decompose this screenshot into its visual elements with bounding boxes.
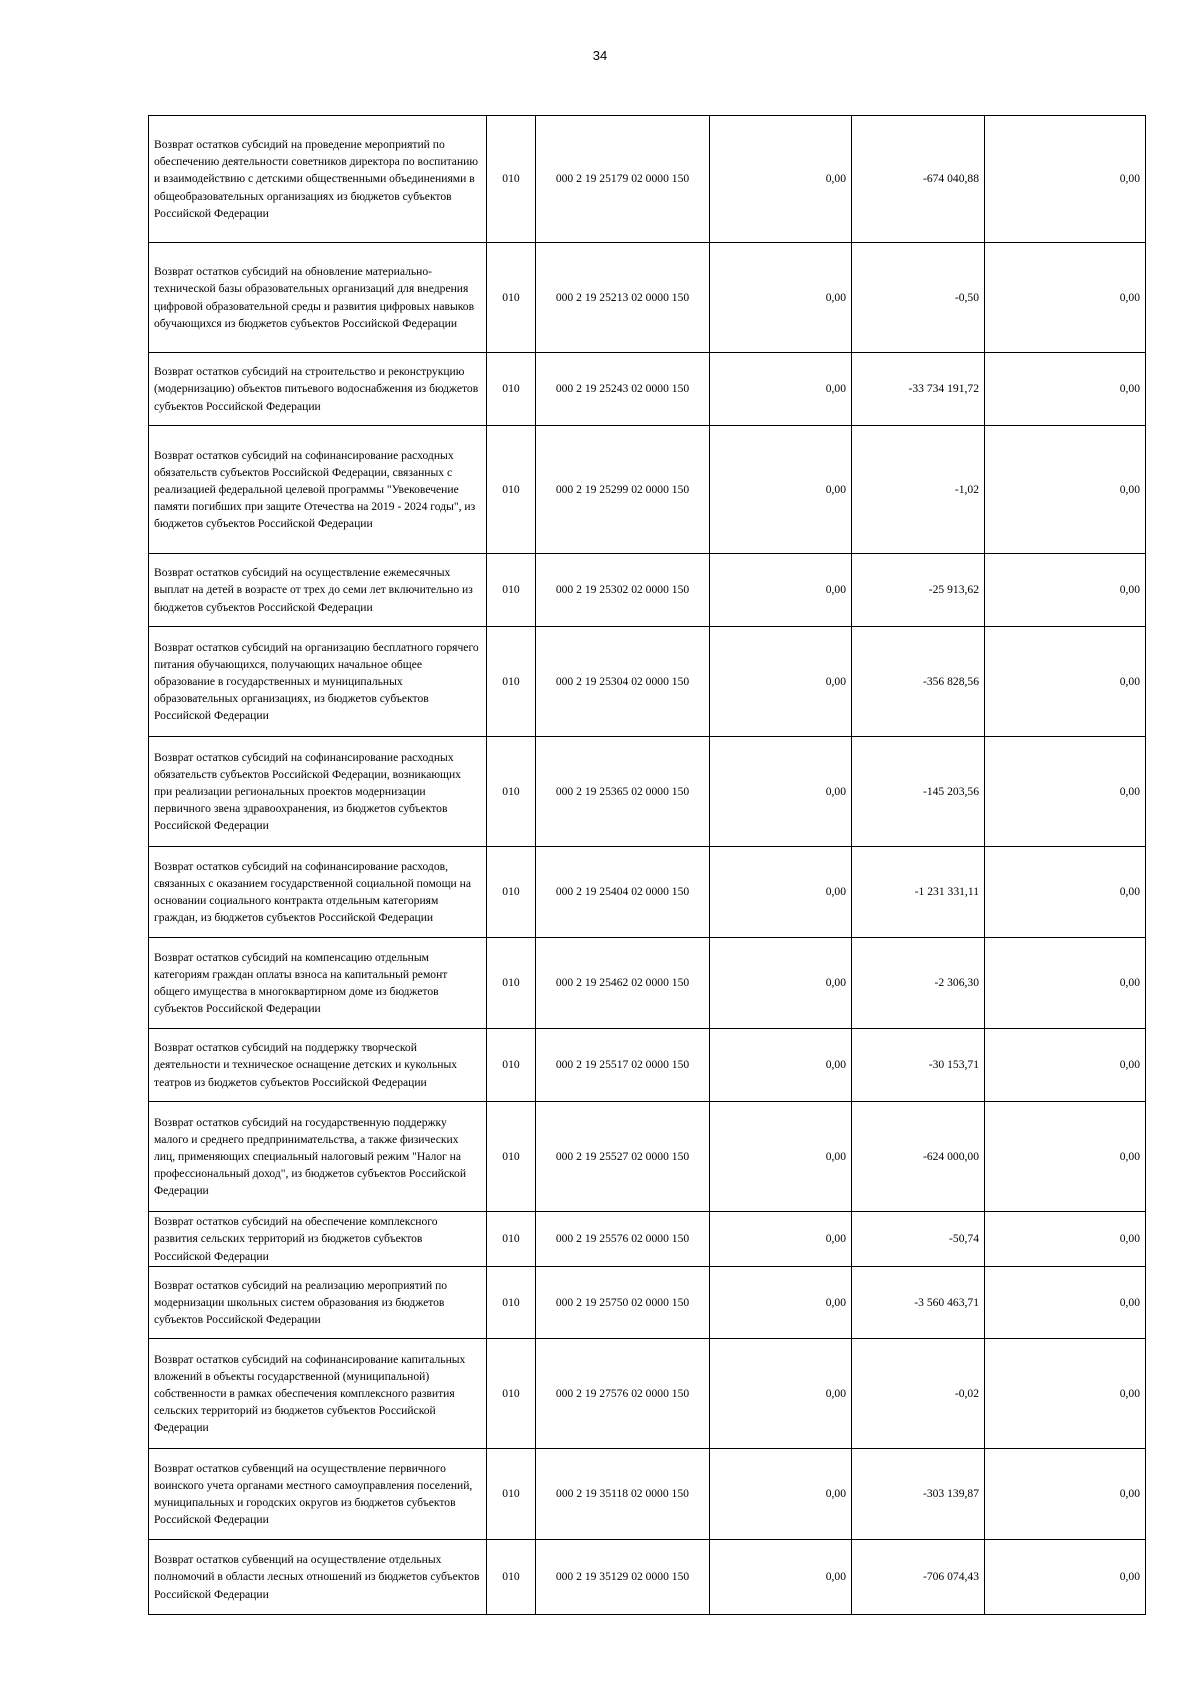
row-value-2-cell: -3 560 463,71	[852, 1267, 985, 1339]
table-row	[149, 1449, 1146, 1540]
row-value-3-cell: 0,00	[985, 1267, 1146, 1339]
row-value-1-cell: 0,00	[710, 627, 852, 737]
row-kbk-cell: 000 2 19 25517 02 0000 150	[536, 1029, 710, 1102]
row-kbk-cell: 000 2 19 25179 02 0000 150	[536, 116, 710, 243]
row-admin-code-cell: 010	[487, 243, 536, 353]
row-value-3-cell: 0,00	[985, 938, 1146, 1029]
row-value-3-cell: 0,00	[985, 737, 1146, 847]
row-value-2-cell: -0,50	[852, 243, 985, 353]
table-row	[149, 554, 1146, 627]
row-value-2-cell: -30 153,71	[852, 1029, 985, 1102]
row-value-3-cell: 0,00	[985, 243, 1146, 353]
row-kbk-cell: 000 2 19 25243 02 0000 150	[536, 353, 710, 426]
row-value-1-cell: 0,00	[710, 737, 852, 847]
row-kbk-cell: 000 2 19 25527 02 0000 150	[536, 1102, 710, 1212]
row-value-1-cell: 0,00	[710, 426, 852, 554]
row-kbk-cell: 000 2 19 27576 02 0000 150	[536, 1339, 710, 1449]
row-value-2-cell: -674 040,88	[852, 116, 985, 243]
row-value-1-cell: 0,00	[710, 1029, 852, 1102]
row-value-3-cell: 0,00	[985, 1212, 1146, 1267]
row-admin-code-cell: 010	[487, 938, 536, 1029]
row-name-cell: Возврат остатков субвенций на осуществление отдельных полномочий в области лесных отношений из бюджетов субъектов Российской Федерации	[149, 1540, 487, 1615]
row-value-3-cell: 0,00	[985, 353, 1146, 426]
row-admin-code-cell: 010	[487, 1540, 536, 1615]
row-value-2-cell: -303 139,87	[852, 1449, 985, 1540]
row-admin-code-cell: 010	[487, 1449, 536, 1540]
row-value-2-cell: -145 203,56	[852, 737, 985, 847]
row-value-1-cell: 0,00	[710, 1267, 852, 1339]
row-name-cell: Возврат остатков субсидий на строительство и реконструкцию (модернизацию) объектов питьевого водоснабжения из бюджетов субъектов Российской Федерации	[149, 353, 487, 426]
row-admin-code-cell: 010	[487, 426, 536, 554]
row-name-cell: Возврат остатков субсидий на реализацию мероприятий по модернизации школьных систем образования из бюджетов субъектов Российской Федерации	[149, 1267, 487, 1339]
row-admin-code-cell: 010	[487, 1029, 536, 1102]
row-value-2-cell: -25 913,62	[852, 554, 985, 627]
row-value-3-cell: 0,00	[985, 1102, 1146, 1212]
table-row	[149, 938, 1146, 1029]
row-kbk-cell: 000 2 19 35129 02 0000 150	[536, 1540, 710, 1615]
row-kbk-cell: 000 2 19 25302 02 0000 150	[536, 554, 710, 627]
row-name-cell: Возврат остатков субсидий на государственную поддержку малого и среднего предпринимательства, а также физических лиц, применяющих специальный налоговый режим "Налог на профессиональный доход", из бюджетов субъектов Российской Федерации	[149, 1102, 487, 1212]
row-admin-code-cell: 010	[487, 1339, 536, 1449]
row-value-1-cell: 0,00	[710, 847, 852, 938]
row-name-cell: Возврат остатков субвенций на осуществление первичного воинского учета органами местного самоуправления поселений, муниципальных и городских округов из бюджетов субъектов Российской Федерации	[149, 1449, 487, 1540]
page-number: 34	[592, 48, 608, 63]
table-row	[149, 1540, 1146, 1615]
row-kbk-cell: 000 2 19 25576 02 0000 150	[536, 1212, 710, 1267]
table-row	[149, 1267, 1146, 1339]
row-value-1-cell: 0,00	[710, 1540, 852, 1615]
row-value-1-cell: 0,00	[710, 1449, 852, 1540]
row-name-cell: Возврат остатков субсидий на организацию бесплатного горячего питания обучающихся, получающих начальное общее образование в государственных и муниципальных образовательных организациях, из бюджетов субъектов Российской Федерации	[149, 627, 487, 737]
row-name-cell: Возврат остатков субсидий на поддержку творческой деятельности и техническое оснащение детских и кукольных театров из бюджетов субъектов Российской Федерации	[149, 1029, 487, 1102]
row-value-3-cell: 0,00	[985, 116, 1146, 243]
row-kbk-cell: 000 2 19 25299 02 0000 150	[536, 426, 710, 554]
row-value-3-cell: 0,00	[985, 554, 1146, 627]
row-name-cell: Возврат остатков субсидий на обеспечение комплексного развития сельских территорий из бюджетов субъектов Российской Федерации	[149, 1212, 487, 1267]
row-value-3-cell: 0,00	[985, 627, 1146, 737]
table-row	[149, 1339, 1146, 1449]
row-value-2-cell: -1 231 331,11	[852, 847, 985, 938]
row-value-1-cell: 0,00	[710, 938, 852, 1029]
table-row	[149, 426, 1146, 554]
row-value-2-cell: -2 306,30	[852, 938, 985, 1029]
row-value-1-cell: 0,00	[710, 116, 852, 243]
row-admin-code-cell: 010	[487, 554, 536, 627]
row-kbk-cell: 000 2 19 25304 02 0000 150	[536, 627, 710, 737]
table-row	[149, 847, 1146, 938]
row-value-3-cell: 0,00	[985, 1029, 1146, 1102]
table-row	[149, 243, 1146, 353]
row-value-3-cell: 0,00	[985, 426, 1146, 554]
row-value-1-cell: 0,00	[710, 554, 852, 627]
row-admin-code-cell: 010	[487, 847, 536, 938]
row-admin-code-cell: 010	[487, 1267, 536, 1339]
row-kbk-cell: 000 2 19 35118 02 0000 150	[536, 1449, 710, 1540]
row-value-3-cell: 0,00	[985, 1449, 1146, 1540]
row-value-2-cell: -33 734 191,72	[852, 353, 985, 426]
row-name-cell: Возврат остатков субсидий на софинансирование капитальных вложений в объекты государственной (муниципальной) собственности в рамках обеспечения комплексного развития сельских территорий из бюджетов субъектов Российской Федерации	[149, 1339, 487, 1449]
row-value-2-cell: -706 074,43	[852, 1540, 985, 1615]
row-value-2-cell: -624 000,00	[852, 1102, 985, 1212]
row-value-1-cell: 0,00	[710, 1102, 852, 1212]
row-value-3-cell: 0,00	[985, 1339, 1146, 1449]
row-admin-code-cell: 010	[487, 1212, 536, 1267]
row-value-1-cell: 0,00	[710, 353, 852, 426]
row-name-cell: Возврат остатков субсидий на компенсацию отдельным категориям граждан оплаты взноса на капитальный ремонт общего имущества в многоквартирном доме из бюджетов субъектов Российской Федерации	[149, 938, 487, 1029]
row-kbk-cell: 000 2 19 25365 02 0000 150	[536, 737, 710, 847]
table-row	[149, 737, 1146, 847]
row-value-2-cell: -1,02	[852, 426, 985, 554]
row-value-1-cell: 0,00	[710, 1339, 852, 1449]
row-name-cell: Возврат остатков субсидий на софинансирование расходных обязательств субъектов Российской Федерации, возникающих при реализации региональных проектов модернизации первичного звена здравоохранения, из бюджетов субъектов Российской Федерации	[149, 737, 487, 847]
row-admin-code-cell: 010	[487, 1102, 536, 1212]
row-name-cell: Возврат остатков субсидий на проведение мероприятий по обеспечению деятельности советников директора по воспитанию и взаимодействию с детскими общественными объединениями в общеобразовательных организациях из бюджетов субъектов Российской Федерации	[149, 116, 487, 243]
row-kbk-cell: 000 2 19 25462 02 0000 150	[536, 938, 710, 1029]
row-value-1-cell: 0,00	[710, 1212, 852, 1267]
row-name-cell: Возврат остатков субсидий на софинансирование расходов, связанных с оказанием государственной социальной помощи на основании социального контракта отдельным категориям граждан, из бюджетов субъектов Российской Федерации	[149, 847, 487, 938]
table-row	[149, 353, 1146, 426]
row-value-2-cell: -0,02	[852, 1339, 985, 1449]
row-admin-code-cell: 010	[487, 627, 536, 737]
row-name-cell: Возврат остатков субсидий на осуществление ежемесячных выплат на детей в возрасте от трех до семи лет включительно из бюджетов субъектов Российской Федерации	[149, 554, 487, 627]
table-row	[149, 627, 1146, 737]
row-admin-code-cell: 010	[487, 116, 536, 243]
table-row	[149, 1029, 1146, 1102]
row-value-3-cell: 0,00	[985, 847, 1146, 938]
row-admin-code-cell: 010	[487, 353, 536, 426]
budget-table	[148, 115, 1146, 1615]
row-name-cell: Возврат остатков субсидий на софинансирование расходных обязательств субъектов Российской Федерации, связанных с реализацией федеральной целевой программы "Увековечение памяти погибших при защите Отечества на 2019 - 2024 годы", из бюджетов субъектов Российской Федерации	[149, 426, 487, 554]
row-value-1-cell: 0,00	[710, 243, 852, 353]
row-name-cell: Возврат остатков субсидий на обновление материально-технической базы образовательных организаций для внедрения цифровой образовательной среды и развития цифровых навыков обучающихся из бюджетов субъектов Российской Федерации	[149, 243, 487, 353]
row-kbk-cell: 000 2 19 25213 02 0000 150	[536, 243, 710, 353]
row-kbk-cell: 000 2 19 25750 02 0000 150	[536, 1267, 710, 1339]
row-value-3-cell: 0,00	[985, 1540, 1146, 1615]
row-kbk-cell: 000 2 19 25404 02 0000 150	[536, 847, 710, 938]
row-admin-code-cell: 010	[487, 737, 536, 847]
table-row	[149, 116, 1146, 243]
table-row	[149, 1102, 1146, 1212]
row-value-2-cell: -356 828,56	[852, 627, 985, 737]
row-value-2-cell: -50,74	[852, 1212, 985, 1267]
table-row	[149, 1212, 1146, 1267]
